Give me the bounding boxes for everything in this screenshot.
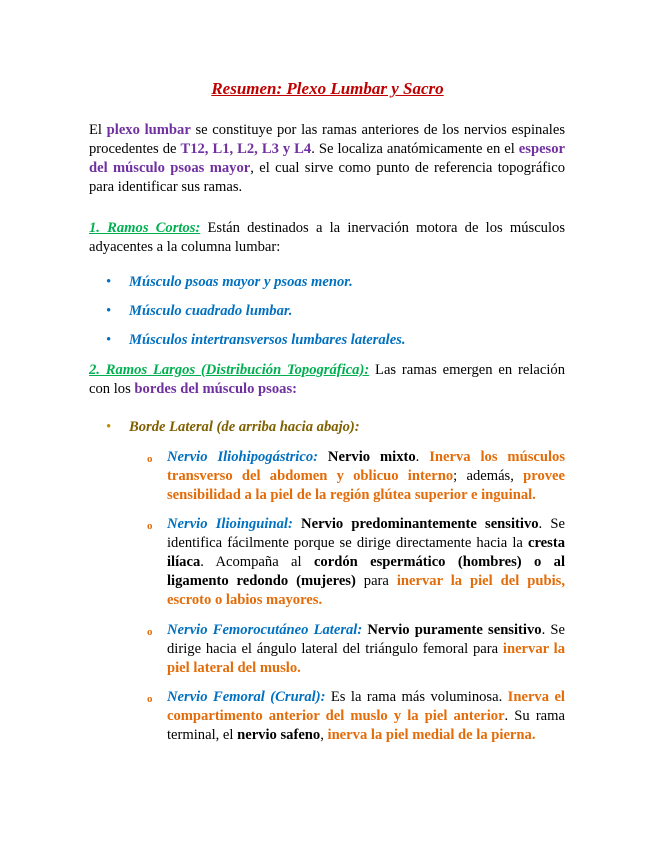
section-text: Las ramas emergen en relación con los [89,362,565,397]
nerve-text: , [320,727,328,743]
list-item [106,302,566,331]
nerve-name: Nervio Femoral (Crural): [167,689,326,705]
borde-lateral-heading: Borde Lateral (de arriba hacia abajo): [129,419,360,435]
nerve-landmark: cordón espermático (hombres) o al ligamento redondo (mujeres) [167,554,565,589]
nerve-function: inervar la piel del pubis, escroto o labios mayores. [167,573,565,608]
nerve-text: . [415,449,430,465]
nerve-femoral [147,688,565,745]
nerve-entry [147,688,565,745]
nerve-name: Nervio Iliohipogástrico: [167,449,318,465]
section-ramos-cortos [89,219,565,257]
section-ramos-largos [89,361,565,399]
nerve-function: Inerva el compartimento anterior del muslo y la piel anterior [167,689,565,724]
bullet-icon: • [106,332,112,348]
section-heading-ramos-cortos: 1. Ramos Cortos: [89,220,201,236]
bullet-icon: • [106,419,112,435]
nerve-function: inerva la piel medial de la pierna. [327,727,536,743]
nerve-text [293,516,301,532]
bullet-icon: • [106,303,112,319]
nerve-entry [147,448,565,505]
list-item [106,418,566,437]
nerve-name: Nervio Femorocutáneo Lateral: [167,622,363,638]
nerve-text [318,449,328,465]
circle-bullet-icon: o [147,626,153,638]
nerve-function: provee sensibilidad a la piel de la región glútea superior e inguinal. [167,468,565,503]
psoas-location-term: espesor del músculo psoas mayor [89,141,566,176]
nerve-text: Es la rama más voluminosa. [325,689,508,705]
nerve-text: . Su rama terminal, el [167,708,565,743]
list-item [106,273,566,302]
nerve-function: inervar la piel lateral del muslo. [167,641,566,676]
nerve-text: ; además, [453,468,524,484]
ramos-cortos-list [106,273,566,360]
nerve-iliohipogastrico [147,448,565,505]
section-text: Están destinados a la inervación motora de los músculos adyacentes a la columna lumbar: [89,220,566,255]
nerve-text: . Se dirige hacia el ángulo lateral del triángulo femoral para [167,622,565,657]
nerve-entry [147,515,565,610]
intro-text: . Se localiza anatómicamente en el [311,141,519,157]
nerve-ilioinguinal [147,515,565,610]
nerve-type: Nervio puramente sensitivo [367,622,542,638]
nerve-text: para [355,573,397,589]
intro-text: , el cual sirve como punto de referencia topográfico para identificar sus ramas. [89,160,565,195]
nerve-type: Nervio predominantemente sensitivo [301,516,539,532]
circle-bullet-icon: o [147,520,153,532]
nerve-femorocutaneo-lateral [147,621,565,678]
nerve-landmark: cresta ilíaca [167,535,565,570]
nerve-entry [147,621,565,678]
list-item [106,331,566,360]
page-title: Resumen: Plexo Lumbar y Sacro [211,79,444,98]
bullet-icon: • [106,274,112,290]
circle-bullet-icon: o [147,693,153,705]
plexo-lumbar-term: plexo lumbar [106,122,191,138]
nerve-text: . Acompaña al [200,554,314,570]
bordes-psoas-term: bordes del músculo psoas: [134,381,297,397]
list-item-label: Músculos intertransversos lumbares laterales. [129,332,406,348]
nerve-function: Inerva los músculos transverso del abdomen y oblicuo interno [167,449,565,484]
circle-bullet-icon: o [147,453,153,465]
intro-paragraph [89,121,565,197]
list-item-label: Músculo psoas mayor y psoas menor. [129,274,353,290]
borde-lateral-list [106,418,566,437]
spinal-levels: T12, L1, L2, L3 y L4 [180,141,312,157]
list-item-label: Músculo cuadrado lumbar. [129,303,293,319]
nerve-type: Nervio mixto [327,449,416,465]
nerve-name: Nervio Ilioinguinal: [167,516,293,532]
section-heading-ramos-largos: 2. Ramos Largos (Distribución Topográfica): [89,362,370,378]
intro-text: se constituye por las ramas anteriores de los nervios espinales procedentes de [89,122,566,157]
nerve-branch: nervio safeno [237,727,321,743]
nerve-text: . Se identifica fácilmente porque se dirige directamente hacia la [167,516,566,551]
intro-text: El [89,122,107,138]
